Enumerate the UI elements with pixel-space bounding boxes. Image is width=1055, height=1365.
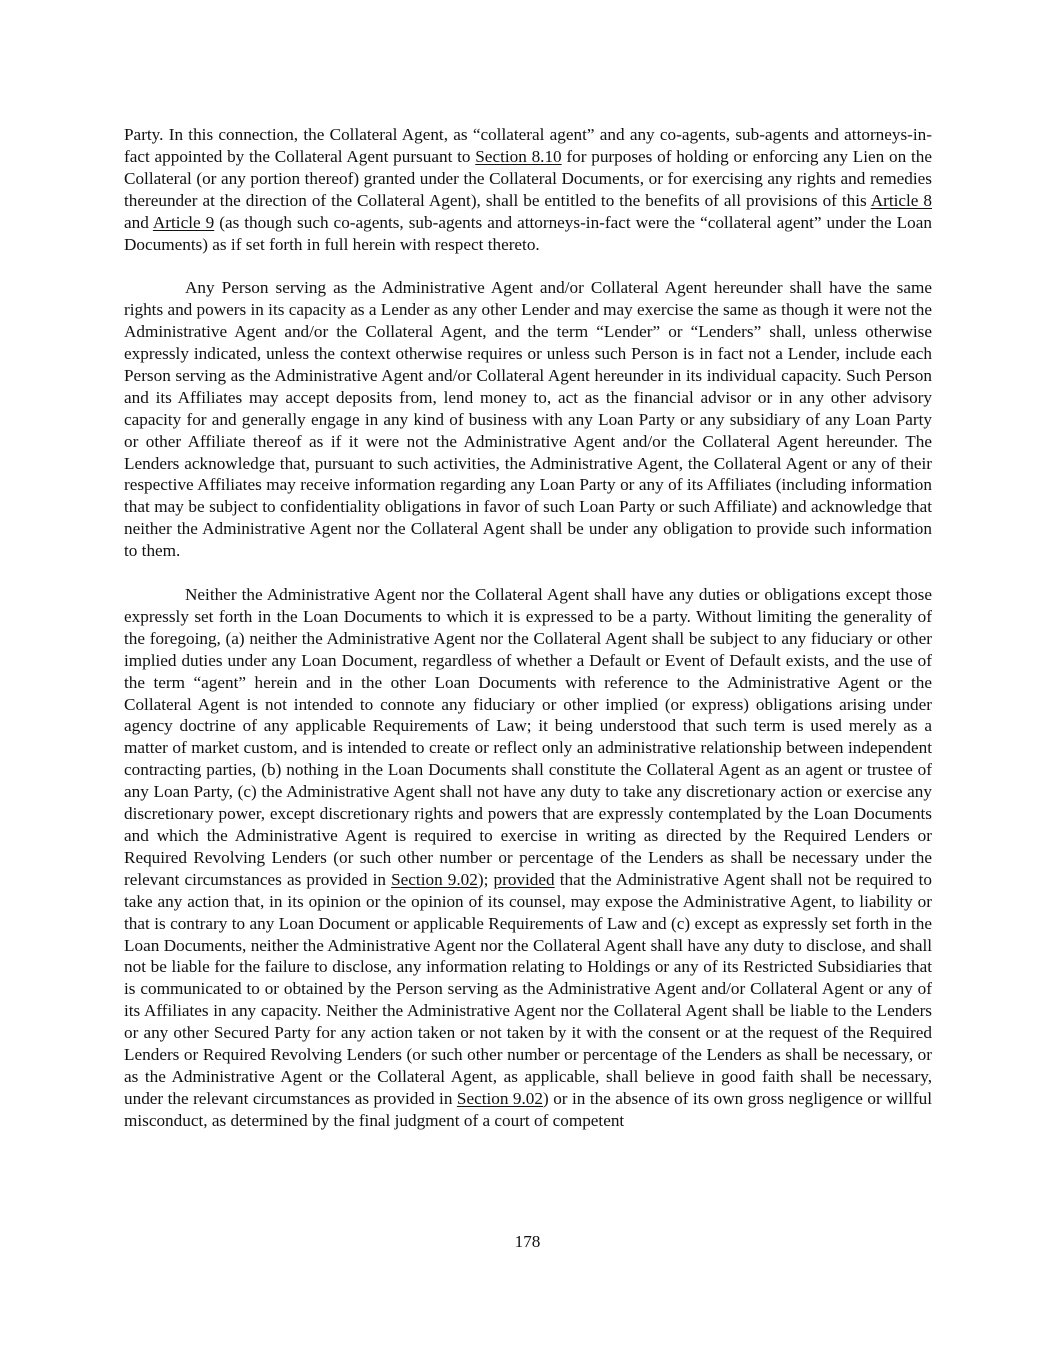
document-page — [124, 124, 932, 1132]
text-segment: (as though such co-agents, sub-agents and attorneys-in-fact were the “collateral agent” under the Loan Documents) as if set forth in full herein with respect thereto. — [124, 212, 932, 254]
text-segment: ) or in the absence of its own gross negligence or willful misconduct, as determined by the final judgment of a court of competent — [124, 1088, 932, 1130]
text-segment: ); — [477, 869, 494, 889]
paragraph-rights-as-lender — [124, 277, 932, 562]
page-number: 178 — [514, 1232, 541, 1251]
section-reference: Section 9.02 — [456, 1088, 543, 1108]
text-segment: Any Person serving as the Administrative Agent and/or Collateral Agent hereunder shall have the same rights and powers in its capacity as a Lender as any other Lender and may exercise the same as though it were not the Administrative Agent and/or the Collateral Agent, and the term “Lender” or “Lenders” shall, unless otherwise expressly indicated, unless the context otherwise requires or unless such Person is in fact not a Lender, include each Person serving as the Administrative Agent and/or Collateral Agent hereunder in its individual capacity. Such Person and its Affiliates may accept deposits from, lend money to, act as the financial advisor or in any other advisory capacity for and generally engage in any kind of business with any Loan Party or any subsidiary of any Loan Party or other Affiliate thereof as if it were not the Administrative Agent and/or the Collateral Agent hereunder. The Lenders acknowledge that, pursuant to such activities, the Administrative Agent, the Collateral Agent or any of their respective Affiliates may receive information regarding any Loan Party or any of its Affiliates (including information that may be subject to confidentiality obligations in favor of such Loan Party or such Affiliate) and acknowledge that neither the Administrative Agent nor the Collateral Agent shall be under any obligation to provide such information to them. — [124, 278, 933, 561]
paragraph-exculpatory-provisions — [124, 584, 932, 1132]
text-segment: Neither the Administrative Agent nor the Collateral Agent shall have any duties or obligations except those expressly set forth in the Loan Documents to which it is expressed to be a party. Without limiting the generality of the foregoing, (a) neither the Administrative Agent nor the Collateral Agent shall be subject to any fiduciary or other implied duties under any Loan Document, regardless of whether a Default or Event of Default exists, and the use of the term “agent” herein and in the other Loan Documents with reference to the Administrative Agent or the Collateral Agent is not intended to connote any fiduciary or other implied (or express) obligations arising under agency doctrine of any applicable Requirements of Law; it being understood that such term is used merely as a matter of market custom, and is intended to create or reflect only an administrative relationship between independent contracting parties, (b) nothing in the Loan Documents shall constitute the Collateral Agent as an agent or trustee of any Loan Party, (c) the Administrative Agent shall not have any duty to take any discretionary action or exercise any discretionary power, except discretionary rights and powers that are expressly contemplated by the Loan Documents and which the Administrative Agent is required to exercise in writing as directed by the Required Lenders or Required Revolving Lenders (or such other number or percentage of the Lenders as shall be necessary under the relevant circumstances as provided in — [124, 585, 932, 889]
section-reference: Section 8.10 — [475, 146, 562, 166]
text-segment: Party. In this connection, the Collateral Agent, as “collateral agent” and any co-agents, sub-agents and attorneys-in-fact appointed by the Collateral Agent pursuant to — [124, 125, 932, 166]
article-reference: Article 9 — [152, 212, 215, 232]
text-segment: for purposes of holding or enforcing any Lien on the Collateral (or any portion thereof) granted under the Collateral Documents, or for exercising any rights and remedies thereunder at the direction of the Collateral Agent), shall be entitled to the benefits of all provisions of this — [124, 146, 932, 210]
provided-term: provided — [493, 869, 555, 889]
article-reference: Article 8 — [870, 190, 932, 210]
paragraph-collateral-agent-continuation — [124, 124, 932, 255]
section-reference: Section 9.02 — [391, 869, 478, 889]
text-segment: and — [124, 212, 153, 232]
text-segment: that the Administrative Agent shall not be required to take any action that, in its opinion or the opinion of its counsel, may expose the Administrative Agent, to liability or that is contrary to any Loan Document or applicable Requirements of Law and (c) except as expressly set forth in the Loan Documents, neither the Administrative Agent nor the Collateral Agent shall have any duty to disclose, and shall not be liable for the failure to disclose, any information relating to Holdings or any of its Restricted Subsidiaries that is communicated to or obtained by the Person serving as the Administrative Agent and/or Collateral Agent or any of its Affiliates in any capacity. Neither the Administrative Agent nor the Collateral Agent shall be liable to the Lenders or any other Secured Party for any action taken or not taken by it with the consent or at the request of the Required Lenders or Required Revolving Lenders (or such other number or percentage of the Lenders as shall be necessary, or as the Administrative Agent or the Collateral Agent, as applicable, shall believe in good faith shall be necessary, under the relevant circumstances as provided in — [124, 869, 932, 1108]
